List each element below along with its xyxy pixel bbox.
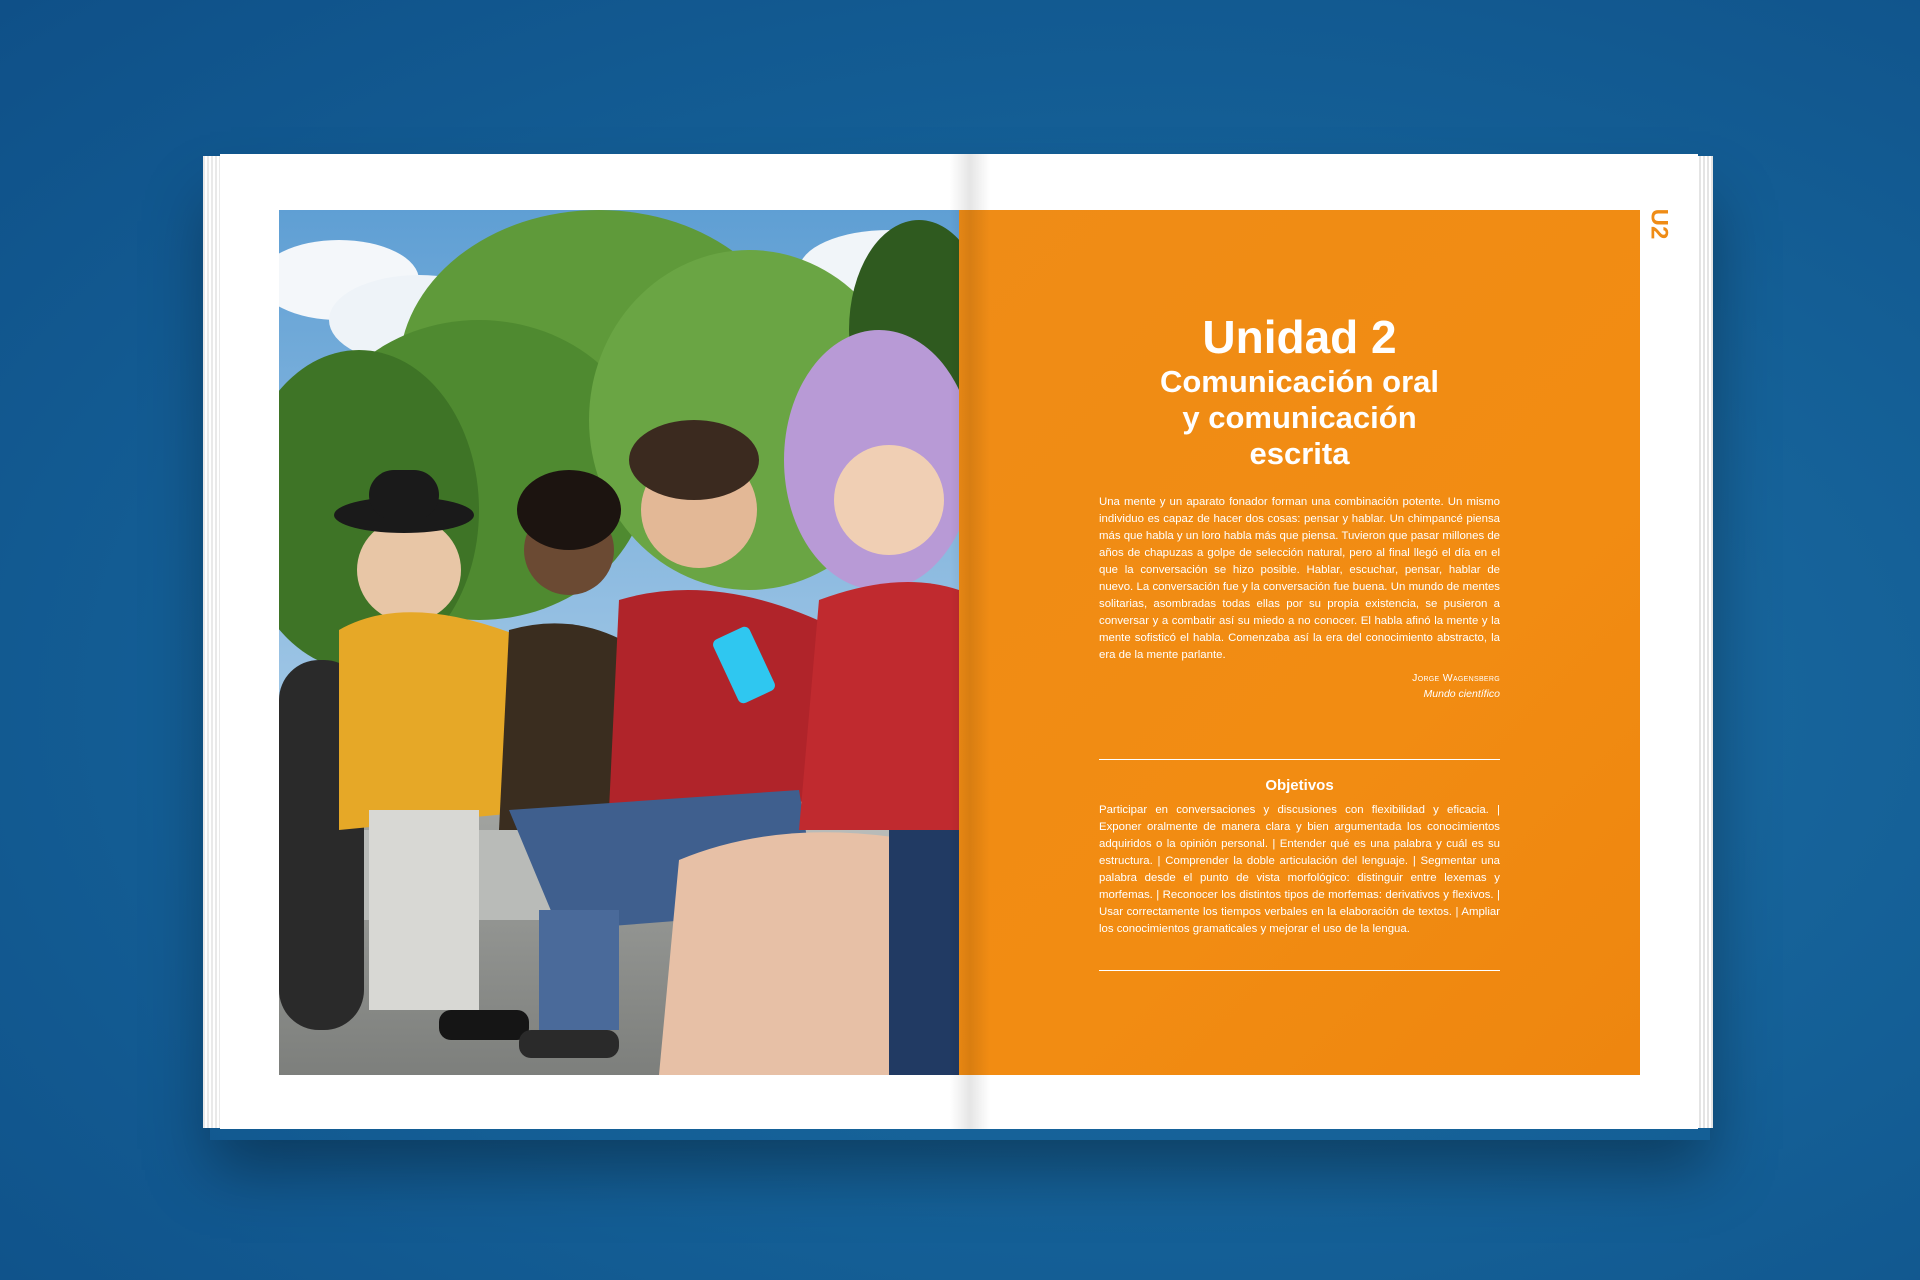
unit-subtitle-line: escrita: [1249, 436, 1350, 471]
unit-subtitle: [959, 364, 1640, 472]
book-spread: [220, 154, 1698, 1129]
epigraph-quote: Una mente y un aparato fonador forman una combinación potente. Un mismo individuo es capaz de hacer dos cosas: pensar y hablar. Un chimpancé piensa más que habla y un loro habla más que piensa. Tuvieron que pasar millones de años de chapuzas a golpe de selección natural, pero al final llegó el día en el que la conversación se hizo posible. Hablar, escuchar, pensar, hablar de nuevo. La conversación fue y la conversación fue buena. Un mundo de mentes solitarias, asombradas todas ellas por su propia existencia, se pusieron a conversar y a combatir así su miedo a no conocer. El habla afinó la mente y la mente sofisticó el habla. Comenzaba así la era del conocimiento abstracto, la era de la mente parlante.: [1099, 496, 1500, 661]
objectives-text: Participar en conversaciones y discusiones con flexibilidad y eficacia. | Exponer oralmente de manera clara y bien argumentada los conocimientos adquiridos o la opinión personal. | Entender qué es una palabra y cuál es su estructura. | Comprender la doble articulación del lenguaje. | Segmentar una palabra desde el punto de vista morfológico: distinguir entre lexemas y morfemas. | Reconocer los distintos tipos de morfemas: derivativos y flexivos. | Usar correctamente los tiempos verbales en la elaboración de textos. | Ampliar los conocimientos gramaticales y mejorar el uso de la lengua.: [1099, 804, 1500, 935]
unit-subtitle-line: y comunicación: [1182, 400, 1417, 435]
divider-top: [1099, 759, 1500, 760]
book-gutter: [950, 154, 990, 1129]
unit-subtitle-line: Comunicación oral: [1159, 364, 1440, 399]
unit-tab-label: U2: [1645, 208, 1672, 240]
quote-attribution: [1099, 670, 1500, 702]
objectives-heading: Objetivos: [1265, 777, 1334, 794]
unit-title-block: [959, 311, 1640, 472]
quote-source: Mundo científico: [1423, 688, 1500, 700]
unit-tab: [1643, 204, 1673, 244]
quote-author: Jorge Wagensberg: [1412, 672, 1500, 684]
divider-bottom: [1099, 970, 1500, 971]
unit-intro-panel: [959, 210, 1640, 1075]
teens-with-smartphones-photo: [279, 210, 959, 1075]
unit-title: Unidad 2: [1202, 311, 1397, 363]
